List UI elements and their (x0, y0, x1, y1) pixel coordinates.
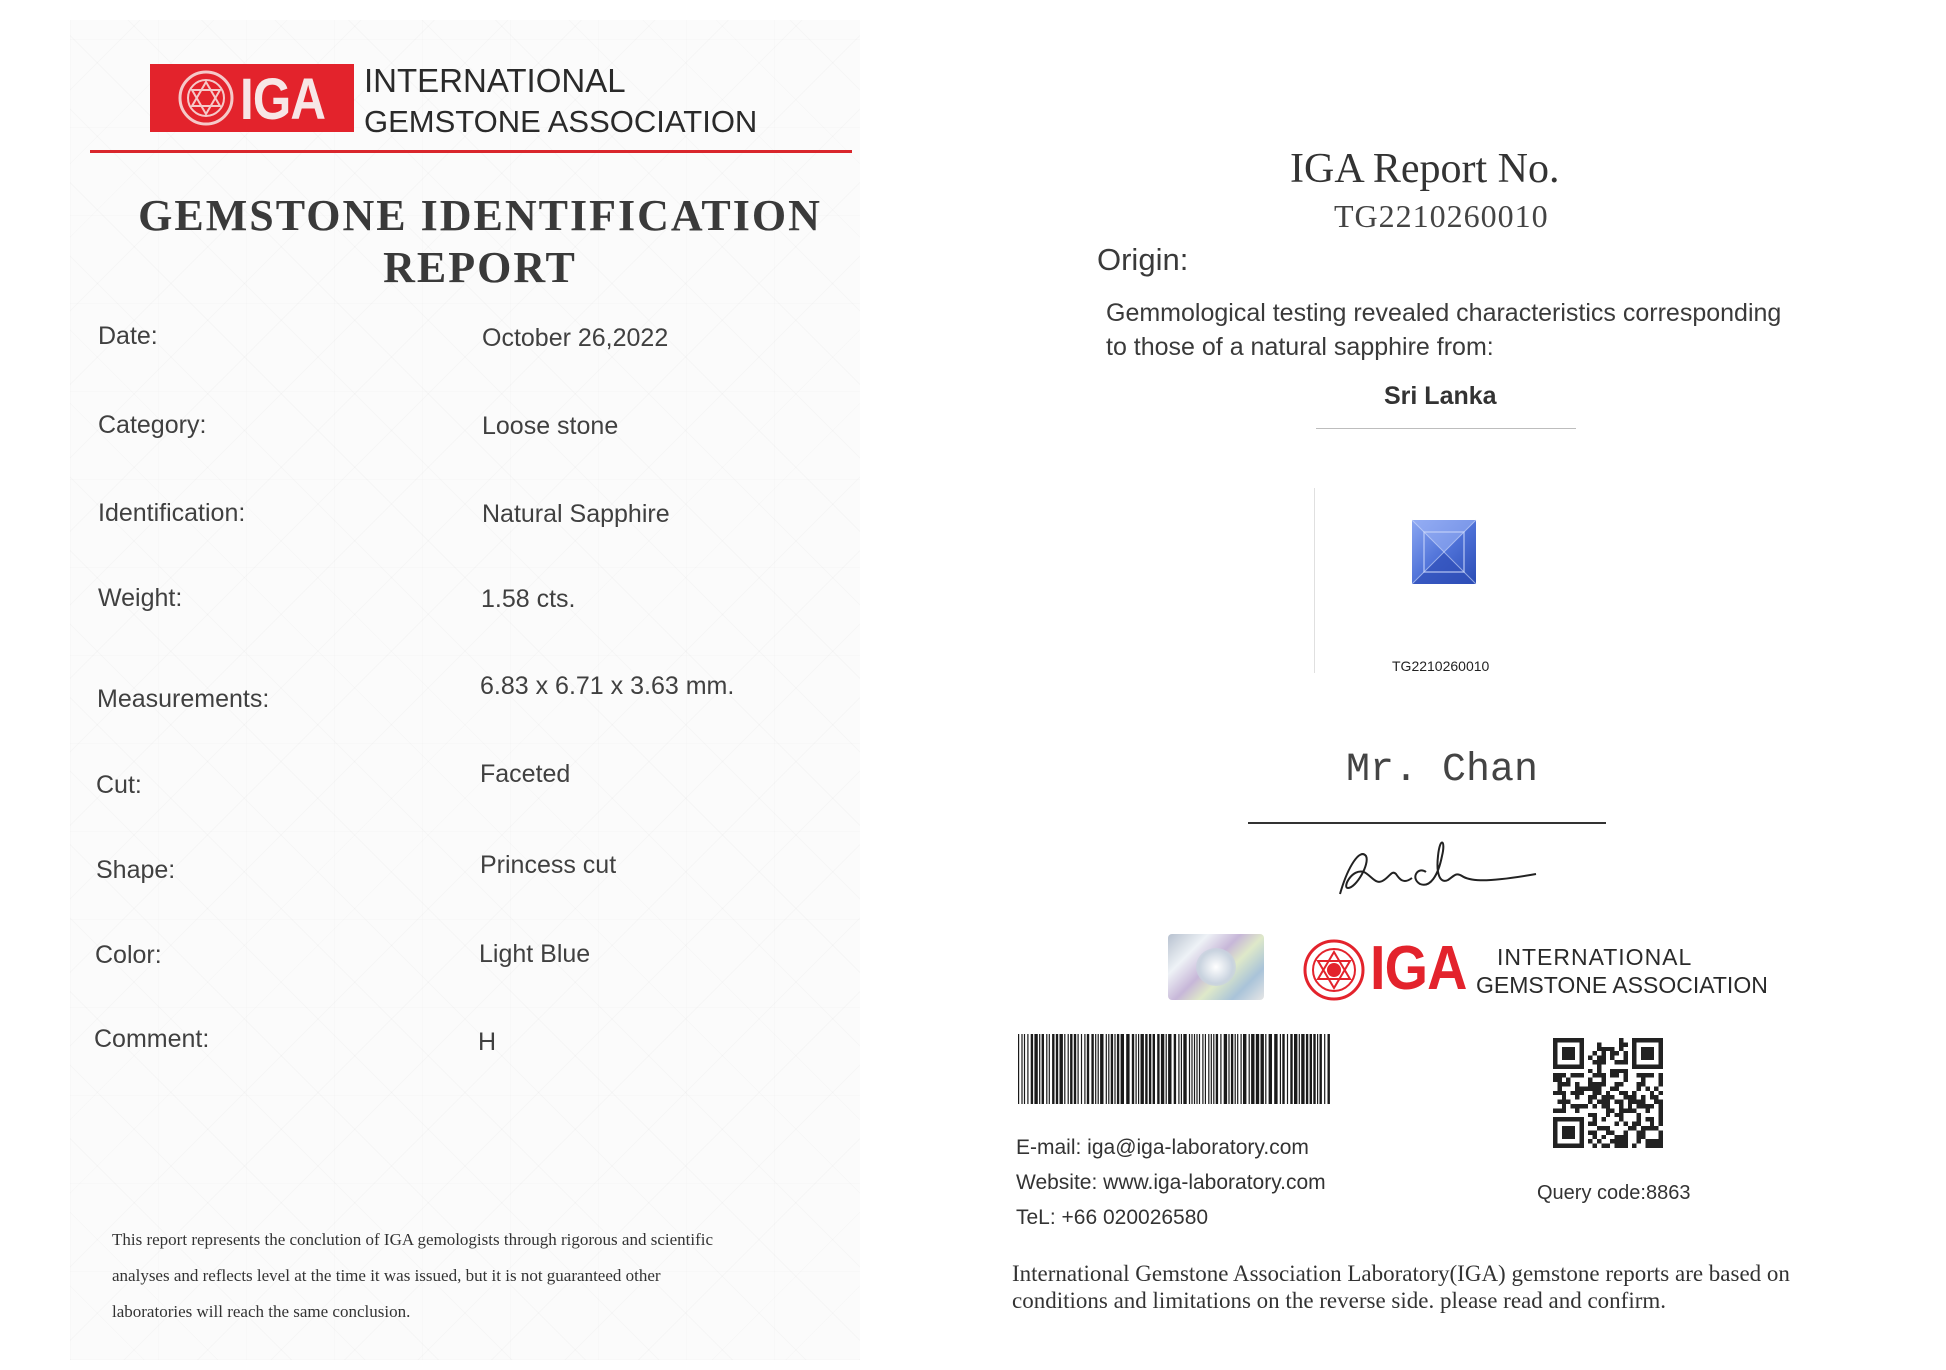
field-value-category: Loose stone (482, 412, 619, 440)
disclaimer (112, 1222, 832, 1330)
report-title (80, 190, 880, 294)
logo-line-international: INTERNATIONAL (364, 62, 626, 99)
photo-caption: TG2210260010 (1392, 658, 1490, 674)
iga-emblem-icon (1302, 938, 1366, 1002)
iga-logo-wordmark: IGA (240, 67, 326, 132)
field-label-measurements: Measurements: (97, 685, 270, 713)
signature (1330, 826, 1550, 906)
origin-rule (1316, 428, 1576, 429)
disclaimer-line: This report represents the conclution of IGA gemologists through rigorous and scientific (112, 1230, 714, 1249)
field-label-color: Color: (95, 941, 162, 969)
report-number: TG2210260010 (1334, 198, 1549, 234)
iga-emblem-icon (176, 68, 236, 128)
field-label-weight: Weight: (98, 584, 183, 612)
header-rule (90, 150, 852, 153)
signature-rule (1248, 822, 1606, 824)
origin-description (1106, 296, 1846, 364)
conditions-line: International Gemstone Association Laboratory(IGA) gemstone reports are based on (1012, 1261, 1790, 1286)
origin-description-line: to those of a natural sapphire from: (1106, 333, 1494, 361)
contact-email: E-mail: iga@iga-laboratory.com (1016, 1136, 1309, 1159)
gemstone-photo (1410, 518, 1478, 586)
photo-frame (1314, 488, 1315, 673)
field-value-cut: Faceted (480, 760, 571, 788)
barcode (1018, 1034, 1332, 1104)
logo-line-association: GEMSTONE ASSOCIATION (364, 104, 758, 139)
conditions-line: conditions and limitations on the reverse side. please read and confirm. (1012, 1288, 1667, 1313)
field-value-date: October 26,2022 (482, 324, 669, 352)
field-value-shape: Princess cut (480, 851, 617, 879)
origin-description-line: Gemmological testing revealed characteristics corresponding (1106, 299, 1782, 327)
disclaimer-line: analyses and reflects level at the time it was issued, but it is not guaranteed other (112, 1266, 661, 1285)
iga-logo-wordmark: IGA (1370, 934, 1467, 1003)
conditions-note (1012, 1260, 1912, 1314)
query-code: Query code:8863 (1537, 1182, 1691, 1204)
field-label-shape: Shape: (96, 856, 176, 884)
logo-line-international: INTERNATIONAL (1497, 944, 1693, 970)
field-label-cut: Cut: (96, 771, 142, 799)
contact-website: Website: www.iga-laboratory.com (1016, 1171, 1326, 1194)
disclaimer-line: laboratories will reach the same conclusion. (112, 1302, 411, 1321)
qr-code (1553, 1038, 1663, 1148)
signer-name: Mr. Chan (1346, 748, 1539, 793)
hologram-seal-center (1196, 948, 1236, 986)
field-value-measurements: 6.83 x 6.71 x 3.63 mm. (480, 672, 735, 700)
field-value-identification: Natural Sapphire (482, 500, 670, 528)
contact-telephone: TeL: +66 020026580 (1016, 1206, 1209, 1229)
field-label-identification: Identification: (98, 499, 246, 527)
field-value-weight: 1.58 cts. (481, 585, 576, 613)
report-title-line2: REPORT (383, 243, 577, 292)
report-title-line1: GEMSTONE IDENTIFICATION (138, 191, 822, 240)
logo-line-association: GEMSTONE ASSOCIATION (1476, 972, 1768, 998)
origin-value: Sri Lanka (1384, 382, 1497, 410)
origin-label: Origin: (1097, 242, 1189, 277)
field-label-comment: Comment: (94, 1025, 210, 1053)
field-value-color: Light Blue (479, 940, 591, 968)
field-value-comment: H (478, 1028, 497, 1056)
report-number-title: IGA Report No. (1290, 146, 1560, 192)
field-label-category: Category: (98, 411, 207, 439)
field-label-date: Date: (98, 322, 158, 350)
